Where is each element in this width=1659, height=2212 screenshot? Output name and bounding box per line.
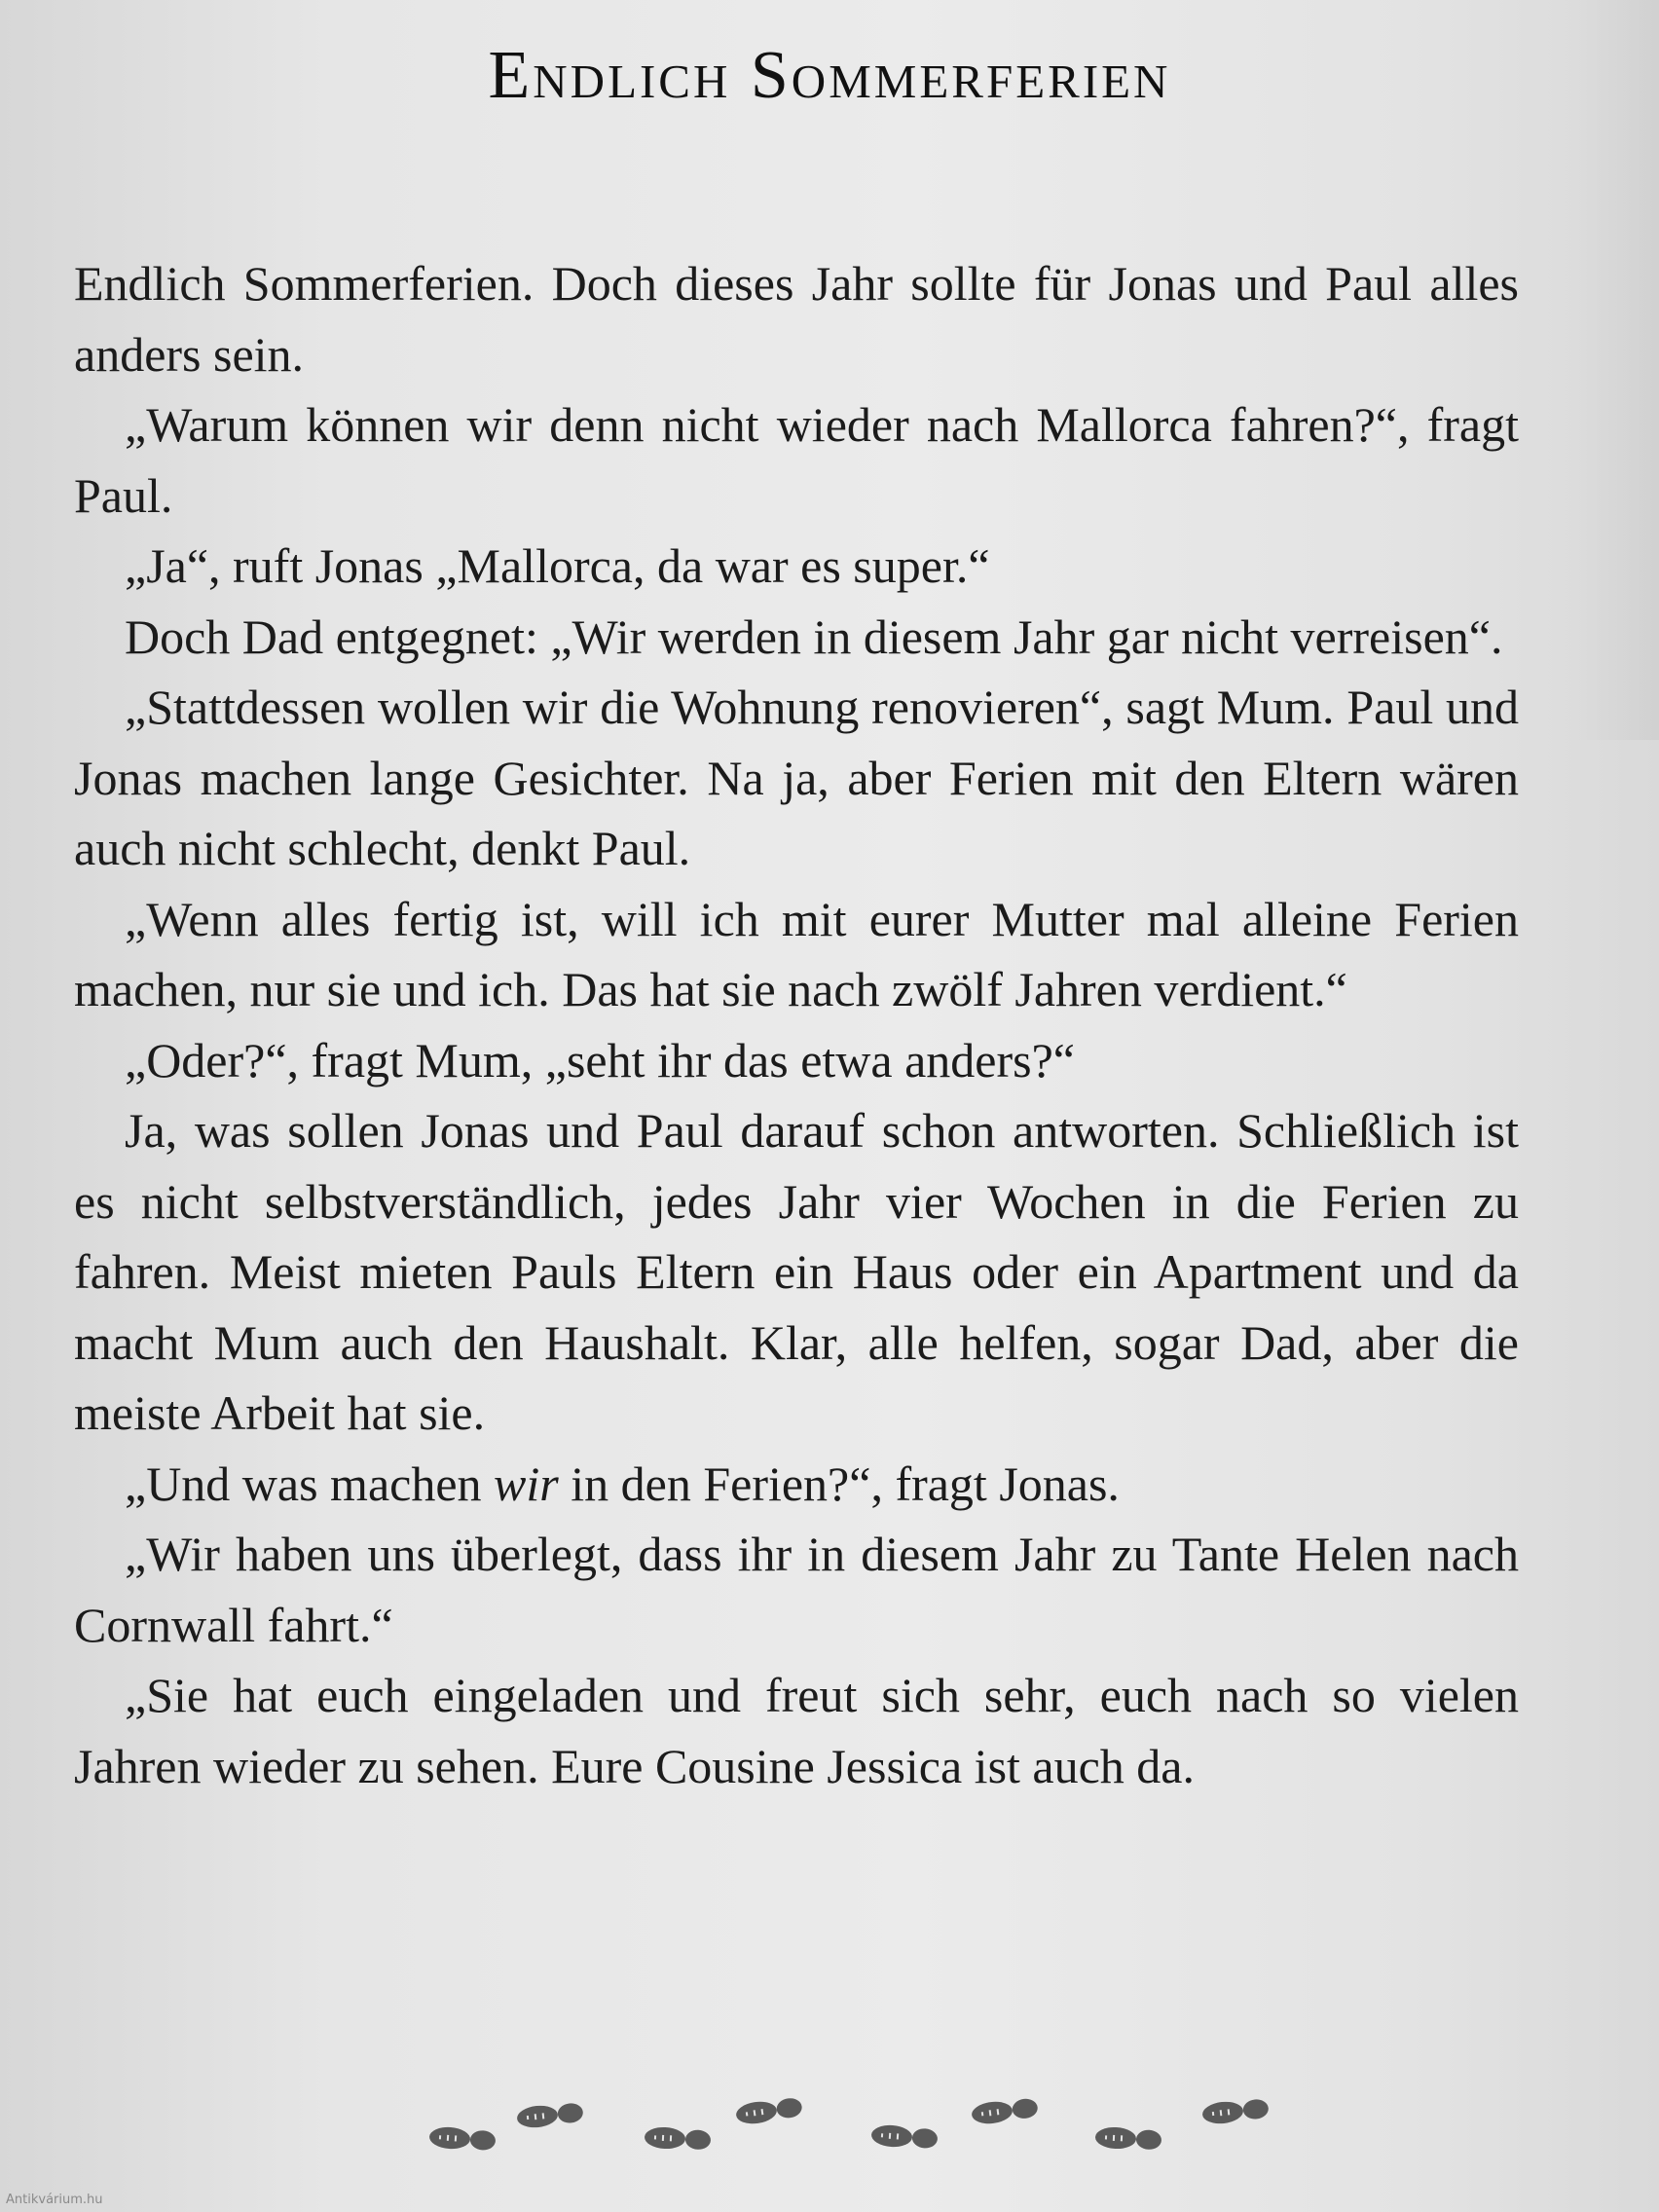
footprint-6 (971, 2096, 1039, 2125)
footprint-4 (735, 2096, 803, 2126)
paragraph-9-before: „Und was machen (125, 1456, 495, 1511)
chapter-body (74, 248, 1519, 1801)
paragraph-9-italic: wir (494, 1456, 559, 1511)
paragraph-3: „Ja“, ruft Jonas „Mallorca, da war es super.“ (125, 538, 990, 593)
footprint-2 (516, 2101, 584, 2129)
paragraph-9-after: in den Ferien?“, fragt Jonas. (558, 1456, 1120, 1511)
paragraph-4: Doch Dad entgegnet: „Wir werden in diesem Jahr gar nicht verreisen“. (125, 608, 1503, 664)
footprints-icon (419, 2091, 1295, 2159)
paragraph-9 (74, 1449, 1519, 1520)
paragraph-7: „Oder?“, fragt Mum, „seht ihr das etwa anders?“ (125, 1032, 1075, 1088)
footprint-1 (428, 2126, 496, 2153)
paragraph-11: „Sie hat euch eingeladen und freut sich sehr, euch nach so vielen Jahren wieder zu sehen. Eure Cousine Jessica ist auch da. (74, 1668, 1519, 1793)
paragraph-8: Ja, was sollen Jonas und Paul darauf schon antworten. Schließlich ist es nicht selbstverständlich, jedes Jahr vier Wochen in die Ferien zu fahren. Meist mieten Pauls Eltern ein Haus oder ein Apartment und da macht Mum auch den Haushalt. Klar, alle helfen, sogar Dad, aber die meiste Arbeit hat sie. (74, 1103, 1519, 1440)
footprint-7 (1094, 2126, 1161, 2152)
footprint-5 (870, 2124, 938, 2151)
watermark: Antikvárium.hu (6, 2193, 103, 2207)
paragraph-10: „Wir haben uns überlegt, dass ihr in diesem Jahr zu Tante Helen nach Cornwall fahrt.“ (74, 1527, 1519, 1652)
paragraph-5: „Stattdessen wollen wir die Wohnung renovieren“, sagt Mum. Paul und Jonas machen lange Gesichter. Na ja, aber Ferien mit den Eltern wären auch nicht schlecht, denkt Paul. (74, 680, 1519, 875)
chapter-title: Endlich Sommerferien (488, 38, 1171, 113)
footprint-3 (644, 2126, 711, 2152)
paragraph-2: „Warum können wir denn nicht wieder nach Mallorca fahren?“, fragt Paul. (74, 397, 1519, 523)
footprint-8 (1201, 2097, 1270, 2125)
paragraph-1: Endlich Sommerferien. Doch dieses Jahr sollte für Jonas und Paul alles anders sein. (74, 256, 1519, 382)
paragraph-6: „Wenn alles fertig ist, will ich mit eurer Mutter mal alleine Ferien machen, nur sie und ich. Das hat sie nach zwölf Jahren verdient.“ (74, 891, 1519, 1016)
